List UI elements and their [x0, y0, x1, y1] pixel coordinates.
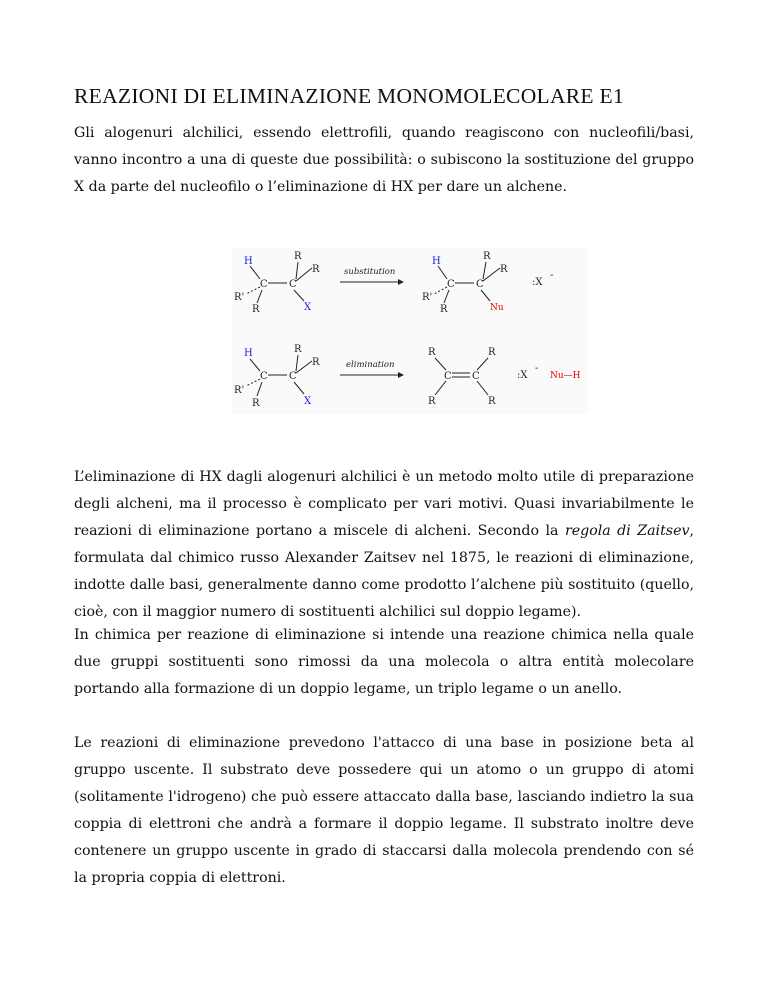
atom-r: R: [428, 347, 436, 358]
atom-h: H: [244, 348, 253, 359]
atom-r: R: [312, 264, 320, 275]
atom-h: H: [244, 256, 253, 267]
atom-r: R: [252, 304, 260, 315]
paragraph-definition: In chimica per reazione di eliminazione si intende una reazione chimica nella quale due gruppi sostituenti sono rimossi da una molecola o altra entità molecolare portando alla formazione di un doppio legame, un triplo legame o un anello.: [74, 627, 694, 697]
paragraph-zaitsev-part2: , formulata dal chimico russo Alexander Zaitsev nel 1875, le reazioni di eliminazione, indotte dalle basi, generalmente danno come prodotto l’alchene più sostituito (quello, cioè, con il maggior numero di sostituenti alchilici sul doppio legame).: [74, 523, 694, 620]
atom-r: R: [312, 357, 320, 368]
atom-r-prime: R': [422, 292, 433, 303]
charge-minus: -: [550, 270, 554, 281]
reaction-scheme-svg: [232, 248, 588, 414]
zaitsev-rule-term: regola di Zaitsev: [564, 523, 690, 539]
atom-x: X: [304, 302, 312, 313]
atom-nu: Nu: [490, 303, 504, 313]
atom-r-prime: R': [234, 385, 245, 396]
atom-c: C: [447, 279, 455, 290]
paragraph-intro: Gli alogenuri alchilici, essendo elettrofili, quando reagiscono con nucleofili/basi, vanno incontro a una di queste due possibilità: o subiscono la sostituzione del gruppo X da parte del nucleofilo o l’eliminazione di HX per dare un alchene.: [74, 125, 694, 195]
atom-r: R: [252, 398, 260, 409]
atom-c: C: [476, 279, 484, 290]
atom-r: R: [483, 251, 491, 262]
x-ion: :X: [532, 277, 543, 288]
reaction-figure: [232, 248, 588, 414]
atom-c: C: [289, 371, 297, 382]
paragraph-zaitsev: [74, 464, 694, 626]
atom-r-prime: R': [234, 292, 245, 303]
elimination-label: elimination: [346, 360, 395, 370]
atom-c: C: [260, 279, 268, 290]
paragraph-zaitsev-part1: L’eliminazione di HX dagli alogenuri alchilici è un metodo molto utile di preparazione degli alcheni, ma il processo è complicato per vari motivi. Quasi invariabilmente le reazioni di eliminazione portano a miscele di alcheni. Secondo la: [74, 469, 694, 539]
atom-c: C: [444, 371, 452, 382]
nu-h: Nu—H: [550, 371, 581, 381]
page-title: REAZIONI DI ELIMINAZIONE MONOMOLECOLARE E1: [74, 84, 625, 108]
atom-r: R: [488, 396, 496, 407]
atom-x: X: [304, 396, 312, 407]
substitution-label: substitution: [344, 267, 396, 277]
atom-r: R: [440, 304, 448, 315]
x-ion: :X: [517, 370, 528, 381]
charge-minus: -: [535, 363, 539, 374]
paragraph-mechanism: Le reazioni di eliminazione prevedono l'attacco di una base in posizione beta al gruppo uscente. Il substrato deve possedere qui un atomo o un gruppo di atomi (solitamente l'idrogeno) che può essere attaccato dalla base, lasciando indietro la sua coppia di elettroni che andrà a formare il doppio legame. Il substrato inoltre deve contenere un gruppo uscente in grado di staccarsi dalla molecola prendendo con sé la propria coppia di elettroni.: [74, 735, 694, 886]
atom-c: C: [289, 279, 297, 290]
atom-c: C: [260, 371, 268, 382]
atom-r: R: [294, 344, 302, 355]
atom-c: C: [472, 371, 480, 382]
atom-r: R: [428, 396, 436, 407]
atom-r: R: [500, 264, 508, 275]
atom-r: R: [488, 347, 496, 358]
atom-h: H: [432, 256, 441, 267]
atom-r: R: [294, 251, 302, 262]
